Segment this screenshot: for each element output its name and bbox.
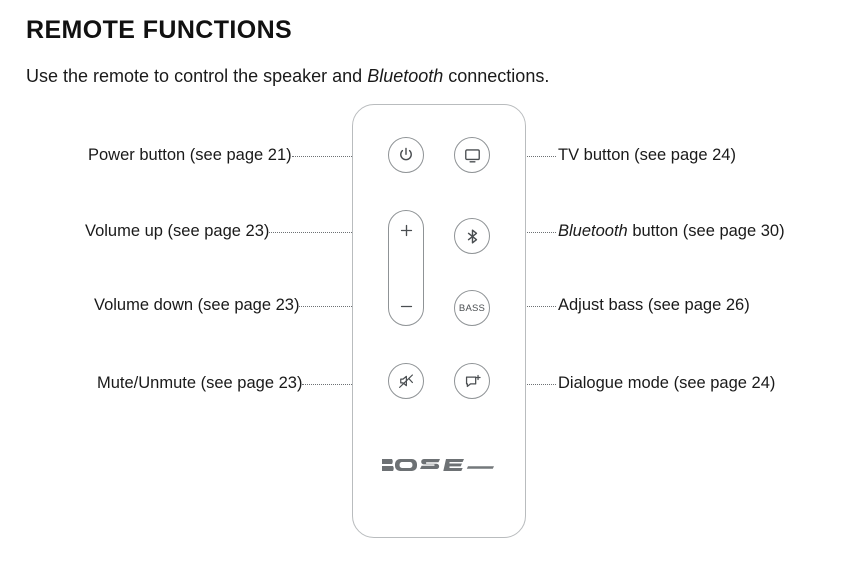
subtitle-text-2: connections.: [443, 66, 550, 86]
page-subtitle: [26, 66, 549, 87]
bluetooth-button[interactable]: [454, 218, 490, 254]
tv-icon: [463, 146, 482, 165]
callout-label-power: Power button (see page 21): [88, 146, 292, 164]
minus-icon: [398, 298, 415, 315]
callout-label-bluetooth: [558, 222, 785, 241]
callout-label-volume-up: Volume up (see page 23): [85, 222, 270, 240]
volume-up-button[interactable]: [389, 217, 423, 243]
callout-label-bass: Adjust bass (see page 26): [558, 296, 750, 314]
plus-icon: [398, 222, 415, 239]
volume-rocker[interactable]: [388, 210, 424, 326]
dialogue-mode-icon: [463, 372, 482, 391]
volume-down-button[interactable]: [389, 293, 423, 319]
page-title: REMOTE FUNCTIONS: [26, 16, 293, 44]
power-button[interactable]: [388, 137, 424, 173]
bluetooth-icon: [463, 227, 482, 246]
callout-label-tv: TV button (see page 24): [558, 146, 736, 164]
callout-bluetooth-word: Bluetooth: [558, 222, 628, 240]
tv-button[interactable]: [454, 137, 490, 173]
callout-label-mute: Mute/Unmute (see page 23): [97, 374, 303, 392]
power-icon: [397, 146, 415, 164]
callout-label-volume-down: Volume down (see page 23): [94, 296, 300, 314]
mute-speaker-icon: [397, 372, 415, 390]
remote-control-body: [352, 104, 526, 538]
callout-label-dialogue: Dialogue mode (see page 24): [558, 374, 776, 392]
callout-bluetooth-rest: button (see page 30): [627, 222, 785, 240]
bose-logo: [380, 453, 498, 477]
mute-button[interactable]: [388, 363, 424, 399]
subtitle-bluetooth-word: Bluetooth: [367, 66, 444, 86]
dialogue-mode-button[interactable]: [454, 363, 490, 399]
subtitle-text-1: Use the remote to control the speaker and: [26, 66, 368, 86]
bass-button[interactable]: [454, 290, 490, 326]
bass-icon: BASS: [458, 302, 486, 314]
